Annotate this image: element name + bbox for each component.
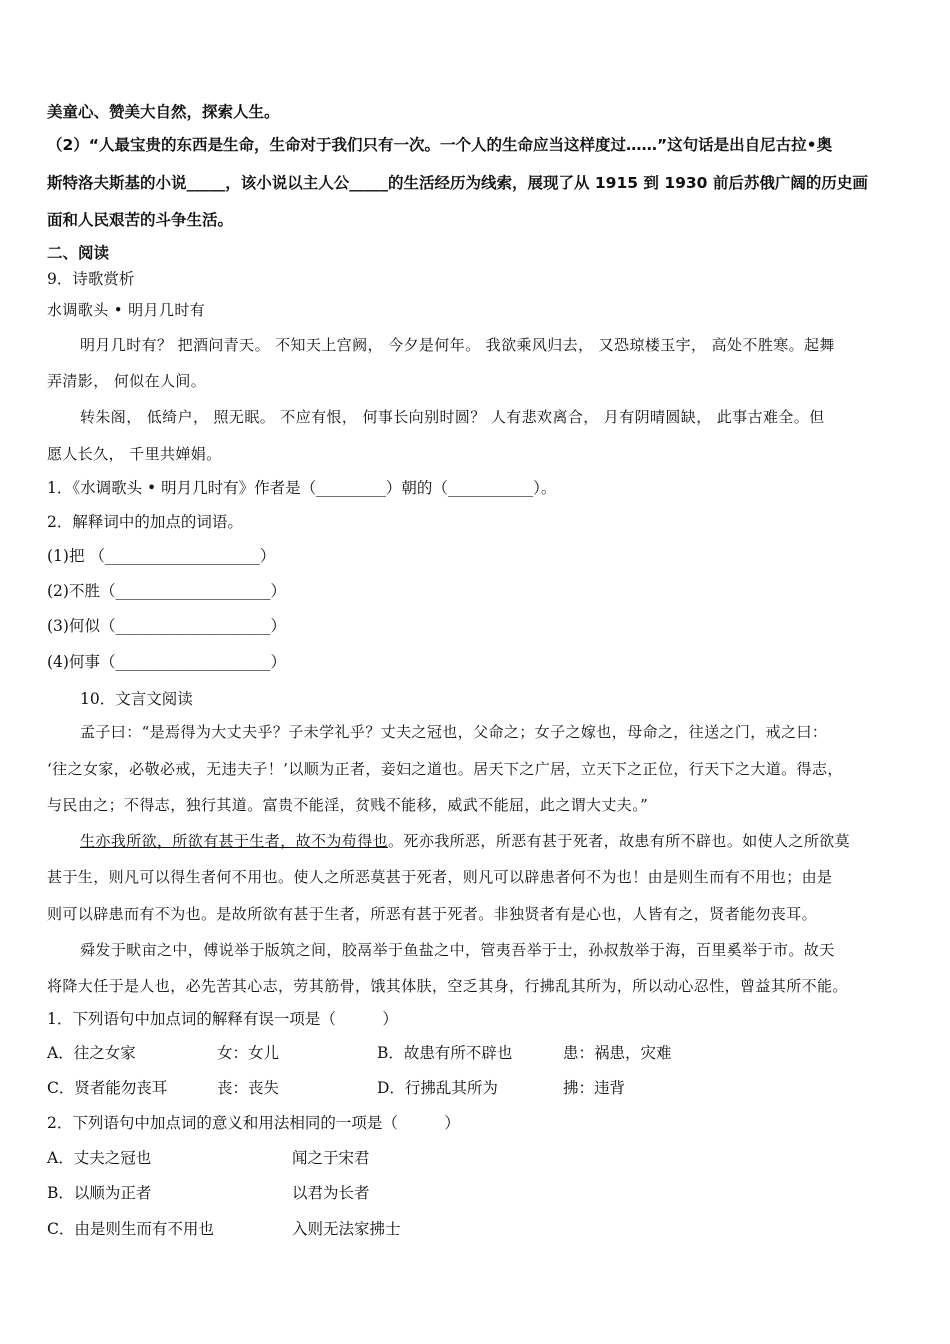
q2-option-b-compare: 以君为长者 <box>292 1184 370 1202</box>
q8-line-1: 美童心、赞美大自然，探索人生。 <box>47 103 280 121</box>
q10-para-2b: 甚于生，则凡可以得生者何不用也。使人之所恶莫甚于死者，则凡可以辟患者何不为也！由是则生而有不用也；由是 <box>47 868 833 886</box>
q10-para-3a: 舜发于畎亩之中，傅说举于版筑之间，胶鬲举于鱼盐之中，管夷吾举于士，孙叔敖举于海，百里奚举于市。故天 <box>80 941 835 959</box>
q1-option-c-gloss: 丧：丧失 <box>217 1079 280 1097</box>
q9-question-1: 1．《水调歌头 • 明月几时有》作者是（_________）朝的（___________）。 <box>47 479 557 497</box>
q1-option-d[interactable]: D．行拂乱其所为 <box>377 1079 498 1097</box>
q10-title: 10．文言文阅读 <box>80 690 193 708</box>
q9-item-3: (3)何似（____________________） <box>47 617 286 635</box>
q2-option-a[interactable]: A．丈夫之冠也 <box>47 1149 152 1167</box>
q10-q1-stem: 1．下列语句中加点词的解释有误一项是（ ） <box>47 1010 398 1028</box>
poem-para-2a: 转朱阁， 低绮户， 照无眠。 不应有恨， 何事长向别时圆？ 人有悲欢离合， 月有阴晴圆缺， 此事古难全。但 <box>80 408 825 426</box>
q9-title: 9．诗歌赏析 <box>47 270 135 288</box>
poem-title: 水调歌头 • 明月几时有 <box>47 301 206 319</box>
q8-line-2: （2）“人最宝贵的东西是生命，生命对于我们只有一次。一个人的生命应当这样度过……”这句话是出自尼古拉•奥 <box>47 136 833 154</box>
underlined-sentence: 生亦我所欲，所欲有甚于生者，故不为苟得也 <box>80 832 389 850</box>
q1-option-c[interactable]: C．贤者能勿丧耳 <box>47 1079 168 1097</box>
q1-option-b[interactable]: B．故患有所不辟也 <box>377 1044 513 1062</box>
q9-item-2: (2)不胜（____________________） <box>47 582 286 600</box>
q2-option-c-compare: 入则无法家拂士 <box>292 1220 401 1238</box>
q1-option-a-gloss: 女：女儿 <box>217 1044 280 1062</box>
q10-para-2c: 则可以辟患而有不为也。是故所欲有甚于生者，所恶有甚于死者。非独贤者有是心也，人皆有之，贤者能勿丧耳。 <box>47 905 818 923</box>
q9-item-4: (4)何事（____________________） <box>47 653 286 671</box>
poem-para-2b: 愿人长久， 千里共婵娟。 <box>47 445 222 463</box>
q10-q2-stem: 2．下列语句中加点词的意义和用法相同的一项是（ ） <box>47 1114 460 1132</box>
q2-option-c[interactable]: C．由是则生而有不用也 <box>47 1220 214 1238</box>
q1-option-d-gloss: 拂：违背 <box>563 1079 626 1097</box>
q10-para-1a: 孟子曰：“是焉得为大丈夫乎？子未学礼乎？丈夫之冠也，父命之；女子之嫁也，母命之，往送之门，戒之曰： <box>80 723 828 741</box>
q1-option-b-gloss: 患：祸患，灾难 <box>563 1044 672 1062</box>
q8-line-3: 斯特洛夫斯基的小说_____，该小说以主人公_____的生活经历为线索，展现了从 1915 到 1930 前后苏俄广阔的历史画 <box>47 174 868 192</box>
q9-item-1: (1)把 （____________________） <box>47 547 276 565</box>
q10-para-1c: 与民由之；不得志，独行其道。富贵不能淫，贫贱不能移，威武不能屈，此之谓大丈夫。” <box>47 796 649 814</box>
q9-question-2: 2．解释词中的加点的词语。 <box>47 513 243 531</box>
section-heading: 二、阅读 <box>47 244 110 262</box>
q10-para-2a <box>80 830 850 852</box>
q10-para-3b: 将降大任于是人也，必先苦其心志，劳其筋骨，饿其体肤，空乏其身，行拂乱其所为，所以动心忍性，曾益其所不能。 <box>47 977 848 995</box>
q1-option-a[interactable]: A．往之女家 <box>47 1044 136 1062</box>
poem-para-1b: 弄清影， 何似在人间。 <box>47 372 207 390</box>
q8-line-4: 面和人民艰苦的斗争生活。 <box>47 211 234 229</box>
poem-para-1a: 明月几时有？ 把酒问青天。 不知天上宫阙， 今夕是何年。 我欲乘风归去， 又恐琼楼玉宇， 高处不胜寒。起舞 <box>80 336 835 354</box>
q2-option-b[interactable]: B．以顺为正者 <box>47 1184 152 1202</box>
q10-para-1b: ‘往之女家，必敬必戒，无违夫子！’以顺为正者，妾妇之道也。居天下之广居，立天下之正位，行天下之大道。得志， <box>47 760 843 778</box>
q2-option-a-compare: 闻之于宋君 <box>292 1149 370 1167</box>
q10-para-2a-rest: 。死亦我所恶，所恶有甚于死者，故患有所不辟也。如使人之所欲莫 <box>388 832 851 850</box>
